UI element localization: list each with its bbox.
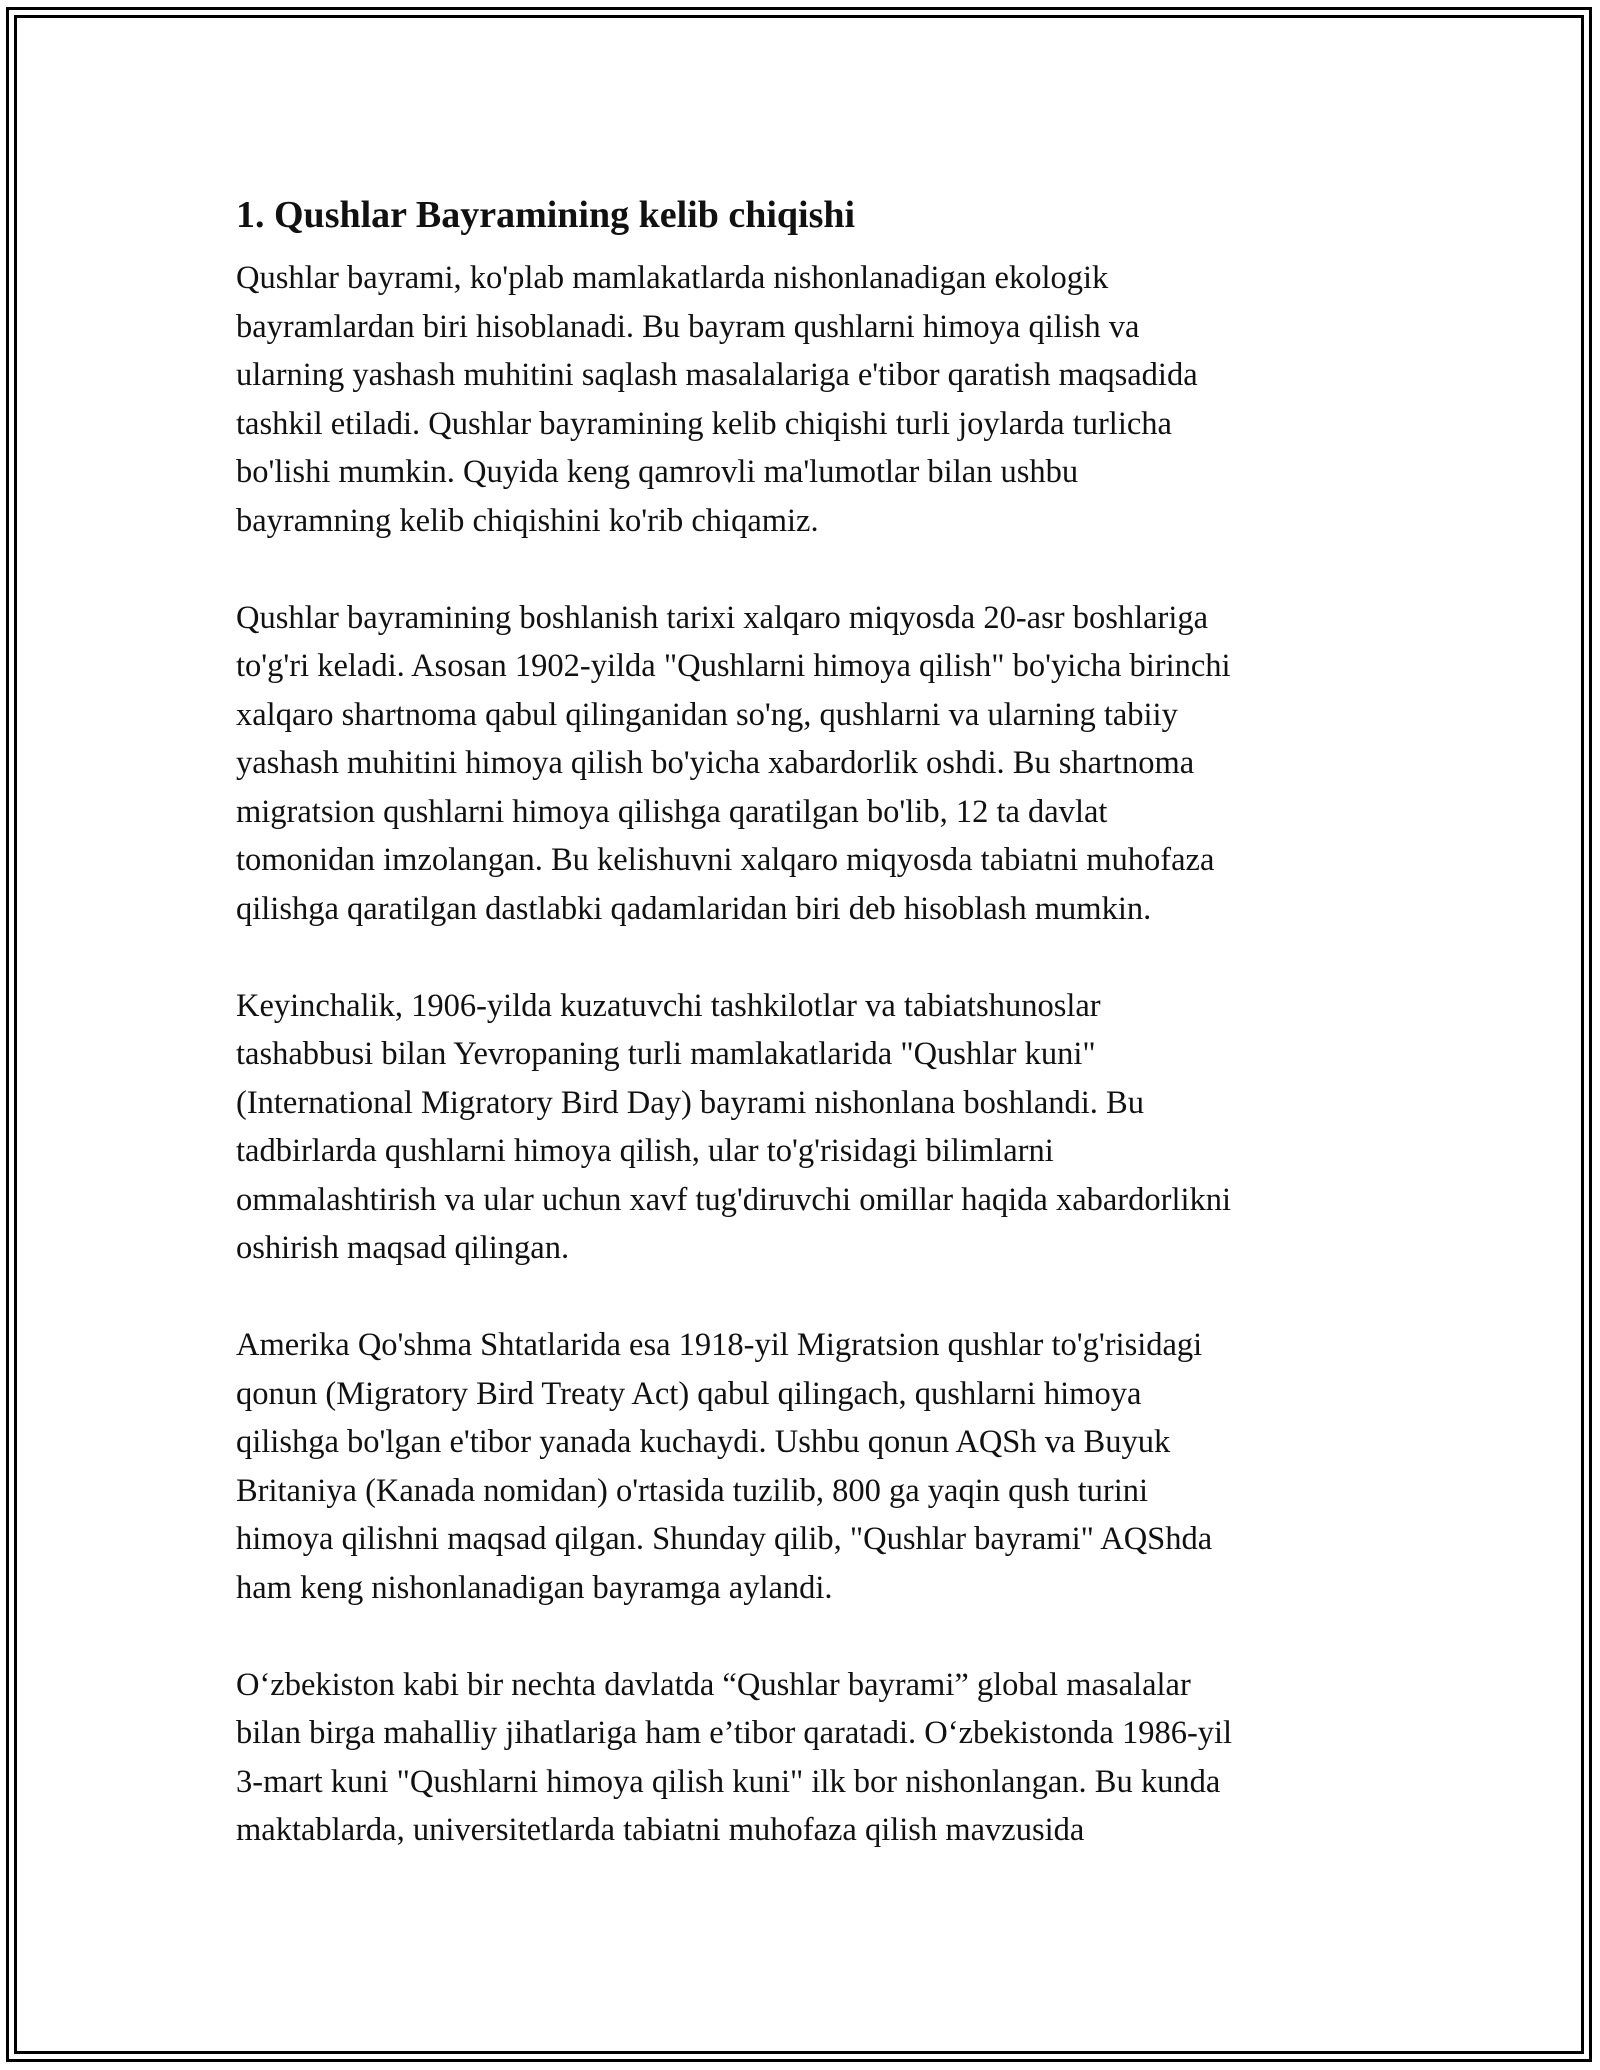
text-line: ommalashtirish va ular uchun xavf tug'diruvchi omillar haqida xabardorlikni — [236, 1181, 1232, 1218]
text-line: himoya qilishni maqsad qilgan. Shunday qilib, "Qushlar bayrami" AQShda — [236, 1521, 1213, 1557]
text-line: xalqaro shartnoma qabul qilinganidan so'ng, qushlarni va ularning tabiiy — [236, 696, 1178, 733]
paragraph-history-1902 — [236, 594, 1366, 934]
paragraph-uzbekistan — [236, 1661, 1366, 1855]
text-line: yashash muhitini himoya qilish bo'yicha xabardorlik oshdi. Bu shartnoma — [236, 745, 1195, 781]
paragraph-intro — [236, 254, 1366, 545]
text-line: Qushlar bayramining boshlanish tarixi xalqaro miqyosda 20-asr boshlariga — [236, 599, 1209, 636]
text-line: migratsion qushlarni himoya qilishga qaratilgan bo'lib, 12 ta davlat — [236, 793, 1108, 830]
text-line: bilan birga mahalliy jihatlariga ham e’tibor qaratadi. O‘zbekistonda 1986-yil — [236, 1715, 1233, 1751]
paragraph-europe-1906 — [236, 982, 1366, 1273]
text-line: (International Migratory Bird Day) bayrami nishonlana boshlandi. Bu — [236, 1084, 1144, 1121]
text-line: Britaniya (Kanada nomidan) o'rtasida tuzilib, 800 ga yaqin qush turini — [236, 1472, 1149, 1509]
text-line: qilishga qaratilgan dastlabki qadamlaridan biri deb hisoblash mumkin. — [236, 890, 1152, 927]
document-body — [236, 188, 1366, 1903]
text-line: bayramning kelib chiqishini ko'rib chiqamiz. — [236, 502, 819, 539]
section-heading: 1. Qushlar Bayramining kelib chiqishi — [236, 194, 856, 236]
text-line: tashabbusi bilan Yevropaning turli mamlakatlarida "Qushlar kuni" — [236, 1036, 1096, 1072]
text-line: tashkil etiladi. Qushlar bayramining kelib chiqishi turli joylarda turlicha — [236, 405, 1172, 442]
text-line: maktablarda, universitetlarda tabiatni muhofaza qilish mavzusida — [236, 1812, 1085, 1848]
text-line: qonun (Migratory Bird Treaty Act) qabul qilingach, qushlarni himoya — [236, 1375, 1142, 1412]
text-line: Amerika Qo'shma Shtatlarida esa 1918-yil Migratsion qushlar to'g'risidagi — [236, 1327, 1203, 1363]
text-line: Qushlar bayrami, ko'plab mamlakatlarda nishonlanadigan ekologik — [236, 260, 1109, 296]
text-line: tadbirlarda qushlarni himoya qilish, ular to'g'risidagi bilimlarni — [236, 1133, 1054, 1169]
text-line: bayramlardan biri hisoblanadi. Bu bayram qushlarni himoya qilish va — [236, 308, 1140, 345]
text-line: O‘zbekiston kabi bir nechta davlatda “Qushlar bayrami” global masalalar — [236, 1666, 1191, 1703]
text-line: tomonidan imzolangan. Bu kelishuvni xalqaro miqyosda tabiatni muhofaza — [236, 842, 1215, 878]
text-line: Keyinchalik, 1906-yilda kuzatuvchi tashkilotlar va tabiatshunoslar — [236, 987, 1101, 1024]
paragraph-usa-1918 — [236, 1321, 1366, 1612]
text-line: ularning yashash muhitini saqlash masalalariga e'tibor qaratish maqsadida — [236, 357, 1198, 393]
text-line: bo'lishi mumkin. Quyida keng qamrovli ma'lumotlar bilan ushbu — [236, 454, 1079, 490]
text-line: oshirish maqsad qilingan. — [236, 1230, 570, 1266]
text-line: to'g'ri keladi. Asosan 1902-yilda "Qushlarni himoya qilish" bo'yicha birinchi — [236, 648, 1231, 684]
text-line: qilishga bo'lgan e'tibor yanada kuchaydi. Ushbu qonun AQSh va Buyuk — [236, 1424, 1171, 1460]
text-line: 3-mart kuni "Qushlarni himoya qilish kuni" ilk bor nishonlangan. Bu kunda — [236, 1763, 1221, 1800]
text-line: ham keng nishonlanadigan bayramga aylandi. — [236, 1569, 833, 1606]
